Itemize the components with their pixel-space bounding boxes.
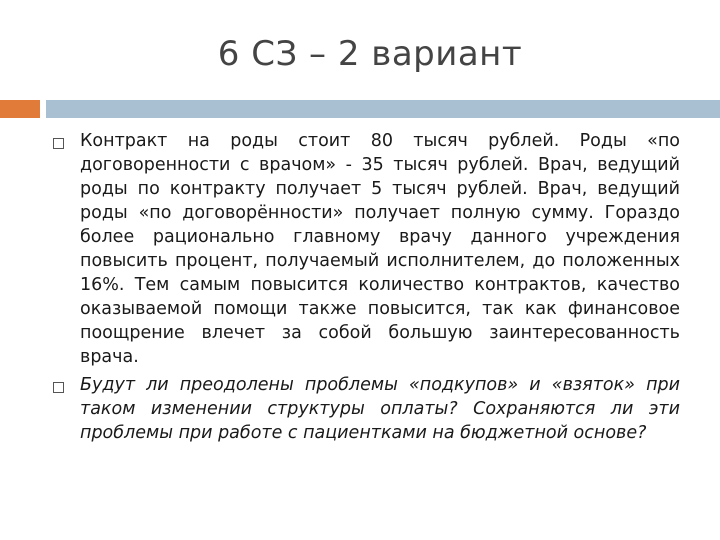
divider-accent-blue [46, 100, 720, 118]
bullet-text: Контракт на роды стоит 80 тысяч рублей. Роды «по договоренности с врачом» - 35 тысяч рублей. Врач, ведущий роды по контракту получает 5 тысяч рублей. Врач, ведущий роды «по договорённости» получает полную сумму. Гораздо более рационально главному врачу данного учреждения повысить процент, получаемый исполнителем, до положенных 16%. Тем самым повысится количество контрактов, качество оказываемой помощи также повысится, так как финансовое поощрение влечет за собой большую заинтересованность врача. [80, 131, 680, 367]
title-divider [0, 100, 720, 118]
bullet-list [50, 129, 680, 445]
bullet-text: Будут ли преодолены проблемы «подкупов» и «взяток» при таком изменении структуры оплаты? Сохраняются ли эти проблемы при работе с пациентками на бюджетной основе? [80, 375, 680, 443]
list-item [50, 373, 680, 445]
square-bullet-icon [53, 382, 64, 393]
divider-accent-orange [0, 100, 40, 118]
square-bullet-icon [53, 138, 64, 149]
list-item [50, 129, 680, 369]
slide-title: 6 СЗ – 2 вариант [217, 34, 523, 74]
